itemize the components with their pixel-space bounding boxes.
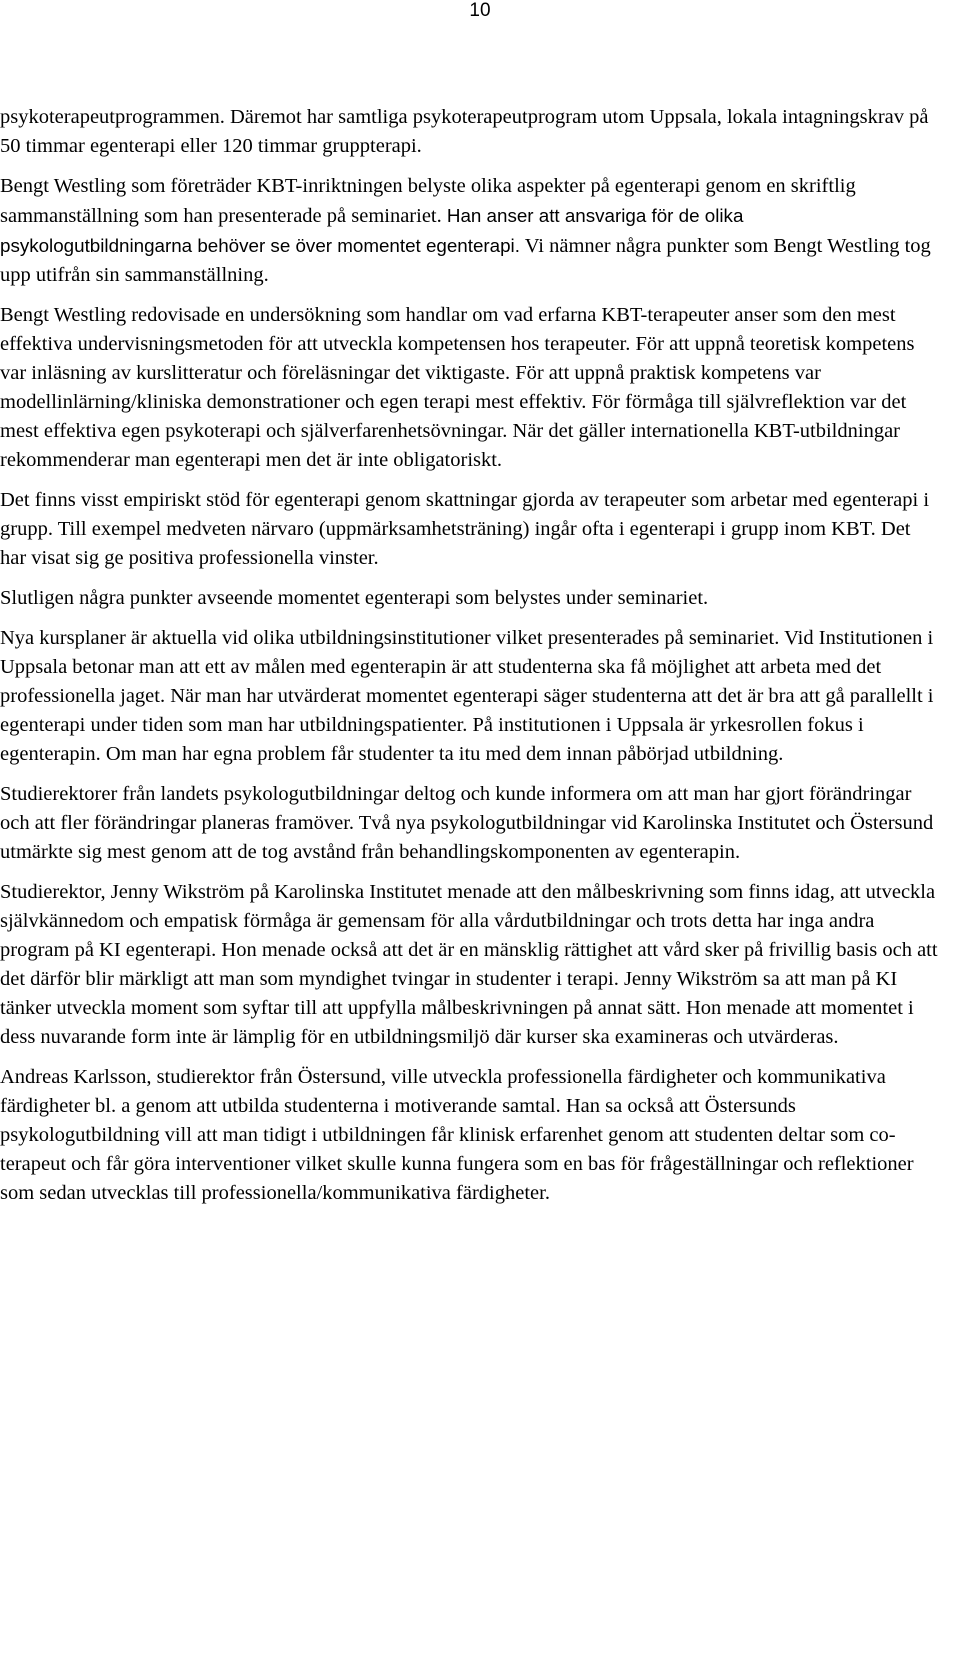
paragraph-9 [0, 1063, 940, 1208]
document-body [0, 103, 940, 1219]
paragraph-6 [0, 624, 940, 769]
paragraph-text: Vi nämner några punkter som Bengt Westling tog upp utifrån sin sammanställning. [0, 235, 931, 286]
paragraph-8 [0, 878, 940, 1052]
paragraph-5 [0, 584, 940, 613]
paragraph-4 [0, 486, 940, 573]
paragraph-text: Studierektorer från landets psykologutbildningar deltog och kunde informera om att man har gjort förändringar och att fler förändringar planeras framöver. Två nya psykologutbildningar vid Karolinska Institutet och Östersund utmärkte sig mest genom att de tog avstånd från behandlingskomponenten av egenterapin. [0, 783, 934, 863]
paragraph-text: Andreas Karlsson, studierektor från Östersund, ville utveckla professionella färdigheter och kommunikativa färdigheter bl. a genom att utbilda studenterna i motiverande samtal. Han sa också att Östersunds psykologutbildning vill att man tidigt i utbildningen får klinisk erfarenhet genom att studenten deltar som co-terapeut och får göra interventioner vilket skulle kunna fungera som en bas för frågeställningar och reflektioner som sedan utvecklas till professionella/kommunikativa färdigheter. [0, 1066, 914, 1204]
paragraph-3 [0, 301, 940, 475]
paragraph-text: Studierektor, Jenny Wikström på Karolinska Institutet menade att den målbeskrivning som finns idag, att utveckla självkännedom och empatisk förmåga är gemensam för alla vårdutbildningar och trots detta har inga andra program på KI egenterapi. Hon menade också att det är en mänsklig rättighet att vård sker på frivillig basis och att det därför blir märkligt att man som myndighet tvingar in studenter i terapi. Jenny Wikström sa att man på KI tänker utveckla moment som syftar till att uppfylla målbeskrivningen på annat sätt. Hon menade att momentet i dess nuvarande form inte är lämplig för en utbildningsmiljö där kurser ska examineras och utvärderas. [0, 881, 938, 1048]
page-number: 10 [469, 0, 491, 21]
paragraph-text: Det finns visst empiriskt stöd för egenterapi genom skattningar gjorda av terapeuter som arbetar med egenterapi i grupp. Till exempel medveten närvaro (uppmärksamhetsträning) ingår ofta i egenterapi i grupp inom KBT. Det har visat sig ge positiva professionella vinster. [0, 489, 930, 569]
paragraph-text: Bengt Westling som företräder KBT-inriktningen belyste olika aspekter på egenterapi genom en skriftlig sammanställning som han presenterade på seminariet. [0, 175, 856, 227]
paragraph-text: psykoterapeutprogrammen. Däremot har samtliga psykoterapeutprogram utom Uppsala, lokala intagningskrav på 50 timmar egenterapi eller 120 timmar gruppterapi. [0, 106, 929, 157]
paragraph-1 [0, 103, 940, 161]
paragraph-text-sans: Han anser att ansvariga för de olika psykologutbildningarna behöver se över momentet egenterapi. [0, 205, 744, 256]
paragraph-text: Nya kursplaner är aktuella vid olika utbildningsinstitutioner vilket presenterades på seminariet. Vid Institutionen i Uppsala betonar man att ett av målen med egenterapin är att studenterna ska få möjlighet att arbeta med det professionella jaget. När man har utvärderat momentet egenterapi säger studenterna att det är bra att gå parallellt i egenterapi under tiden som man har utbildningspatienter. På institutionen i Uppsala är yrkesrollen fokus i egenterapin. Om man har egna problem får studenter ta itu med dem innan påbörjad utbildning. [0, 627, 934, 765]
paragraph-2 [0, 172, 940, 290]
paragraph-7 [0, 780, 940, 867]
paragraph-text: Bengt Westling redovisade en undersökning som handlar om vad erfarna KBT-terapeuter anser som den mest effektiva undervisningsmetoden för att utveckla kompetensen hos terapeuter. För att uppnå teoretisk kompetens var inläsning av kurslitteratur och föreläsningar det viktigaste. För att uppnå praktisk kompetens var modellinlärning/kliniska demonstrationer och egen terapi mest effektiv. För förmåga till självreflektion var det mest effektiva egen psykoterapi och själverfarenhetsövningar. När det gäller internationella KBT-utbildningar rekommenderar man egenterapi men det är inte obligatoriskt. [0, 304, 915, 471]
paragraph-text: Slutligen några punkter avseende momentet egenterapi som belystes under seminariet. [0, 587, 709, 609]
